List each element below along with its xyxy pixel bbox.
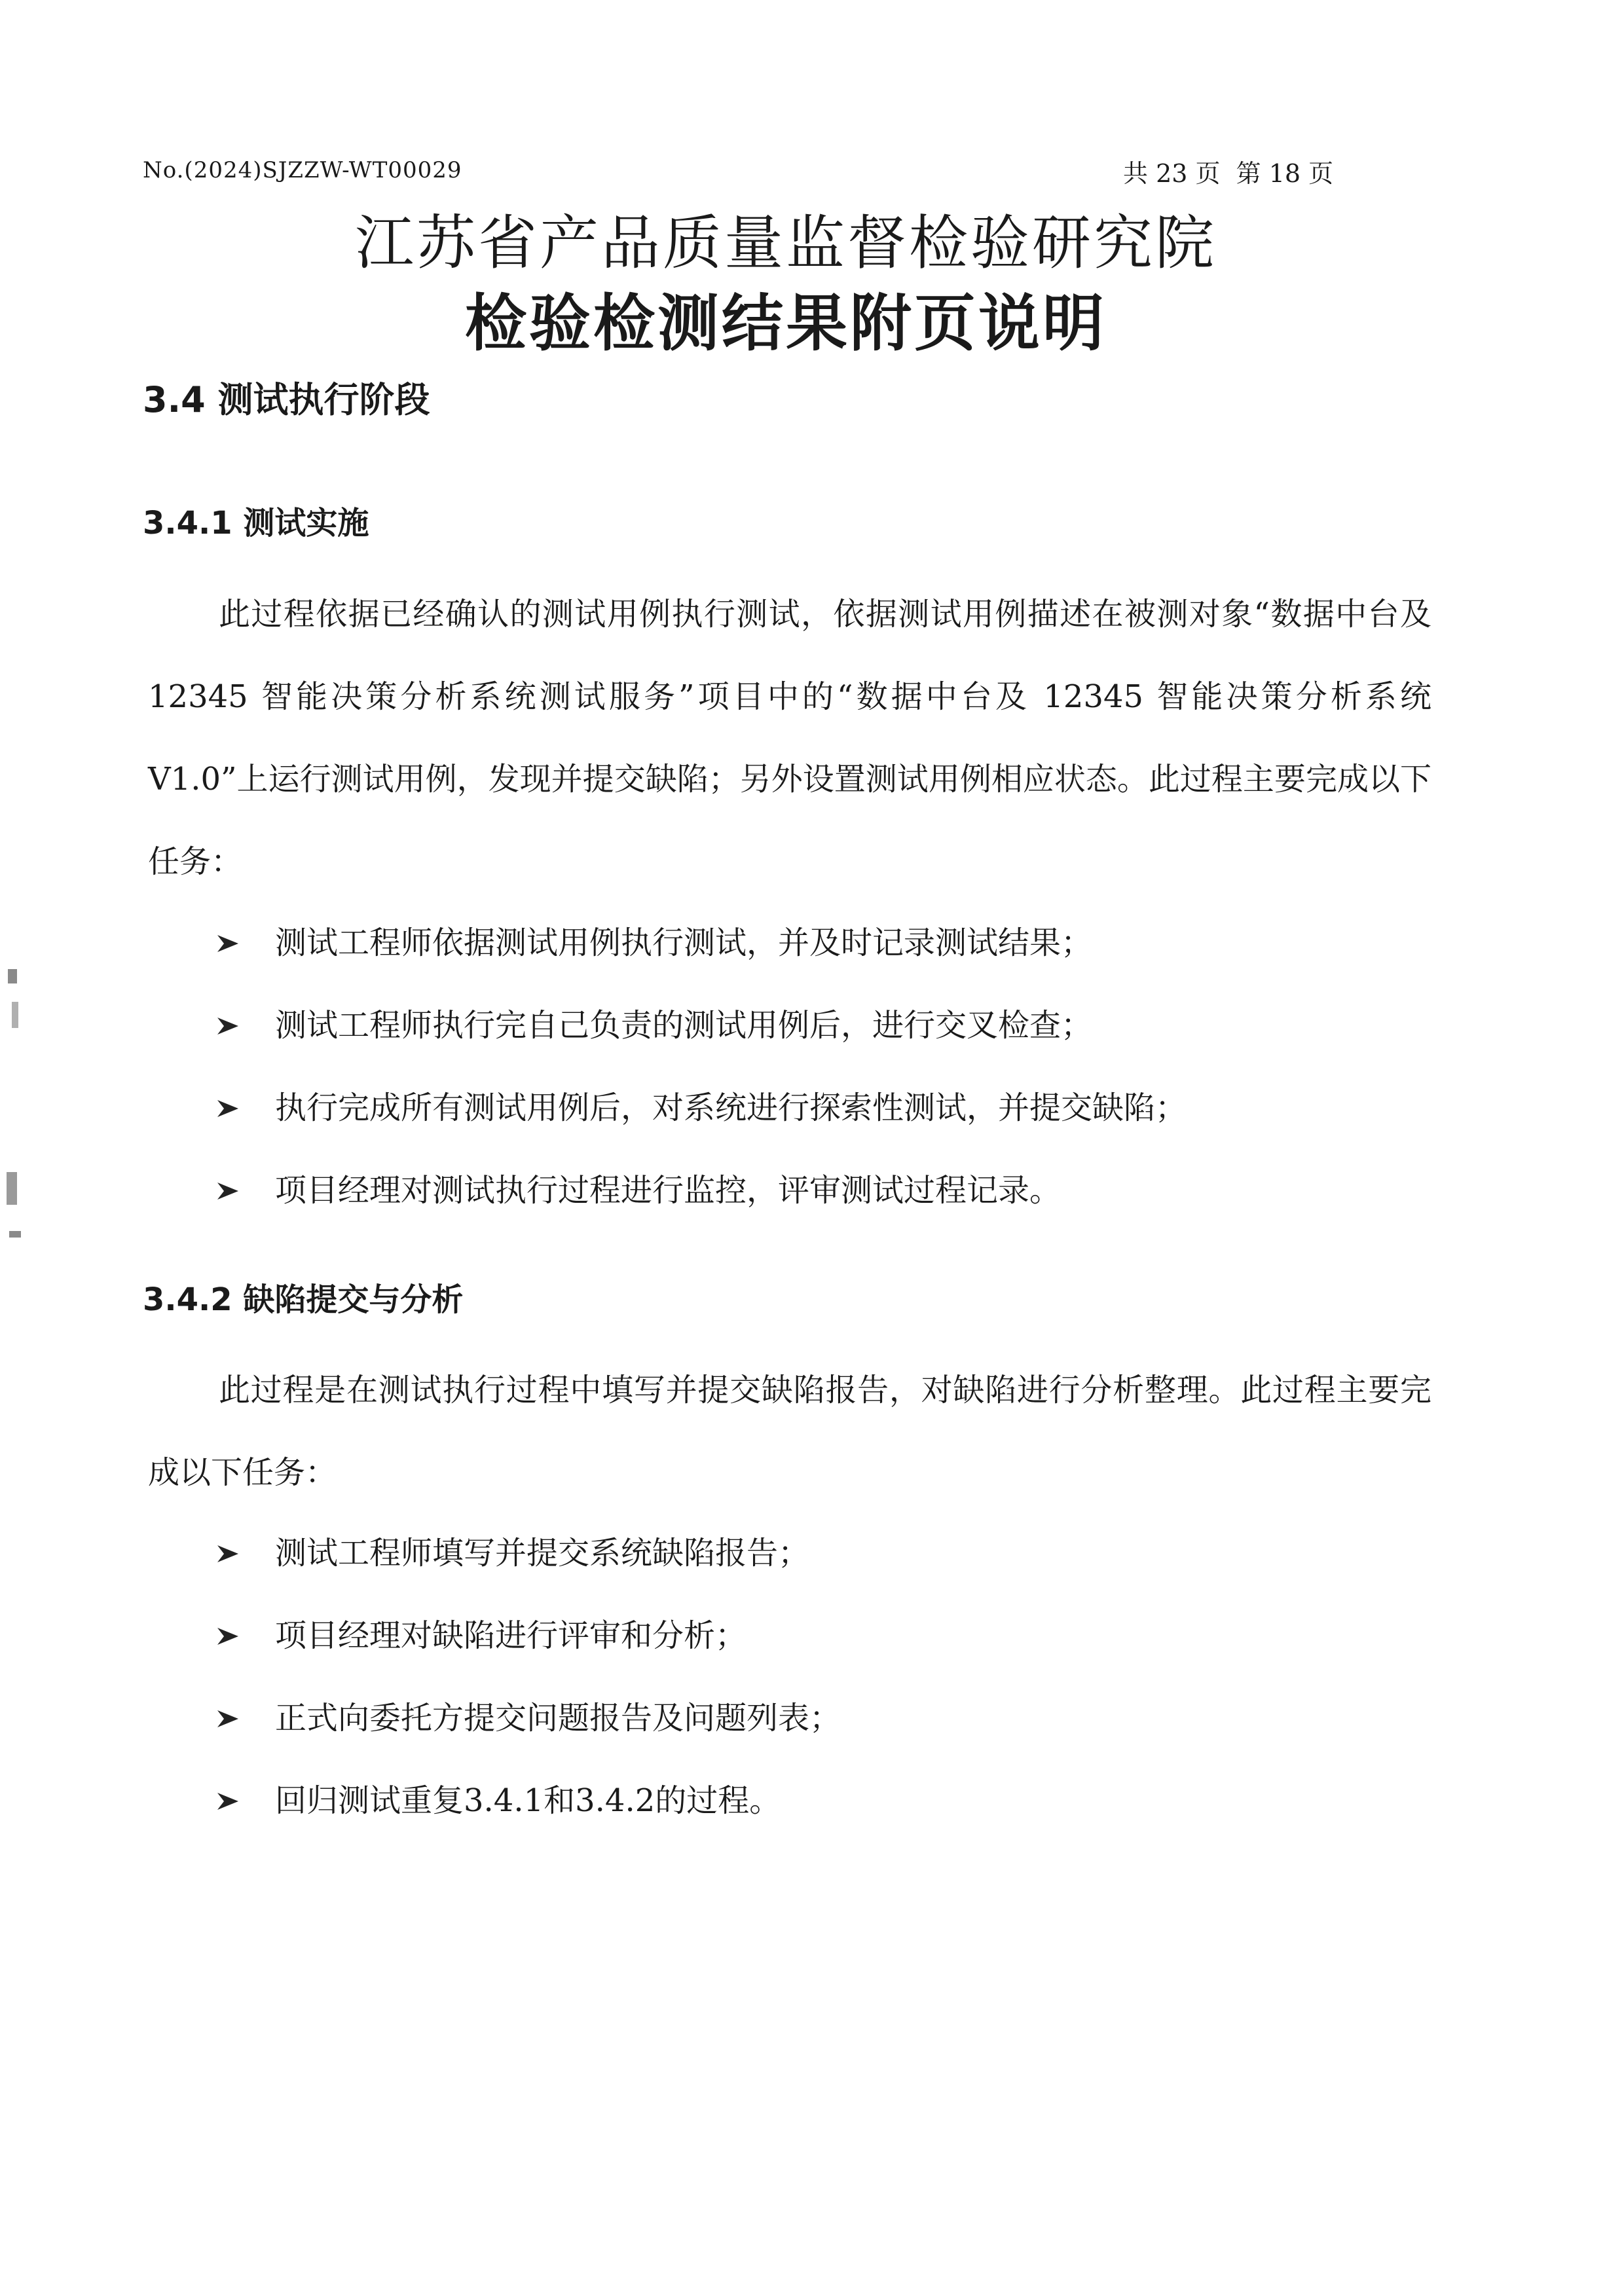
list-item-text: 执行完成所有测试用例后，对系统进行探索性测试，并提交缺陷； (275, 1090, 1187, 1126)
arrowhead-bullet-icon (216, 1709, 240, 1729)
page-counter: 共 23 页 第 18 页 (1123, 159, 1334, 188)
list-item-text: 测试工程师执行完自己负责的测试用例后，进行交叉检查； (275, 1007, 1093, 1044)
scan-margin-mark (7, 1172, 17, 1205)
list-item (216, 923, 1187, 1006)
arrowhead-bullet-icon (216, 1791, 240, 1811)
list-item (216, 1088, 1187, 1171)
scan-margin-mark (9, 1231, 21, 1238)
list-item (216, 1171, 1187, 1253)
subsection-heading-341: 3.4.1 测试实施 (143, 505, 369, 542)
subsection-341-paragraph: 此过程依据已经确认的测试用例执行测试，依据测试用例描述在被测对象“数据中台及 12345 智能决策分析系统测试服务”项目中的“数据中台及 12345 智能决策分析系统 V1.0”上运行测试用例，发现并提交缺陷；另外设置测试用例相应状态。此过程主要完成以下任务： (148, 596, 1431, 880)
report-number: No.(2024)SJZZW-WT00029 (143, 157, 462, 183)
arrowhead-bullet-icon (216, 1099, 240, 1118)
arrowhead-bullet-icon (216, 1626, 240, 1646)
section-heading: 3.4 测试执行阶段 (143, 379, 430, 420)
subsection-342-paragraph: 此过程是在测试执行过程中填写并提交缺陷报告，对缺陷进行分析整理。此过程主要完成以下任务： (148, 1372, 1431, 1491)
list-item-text: 正式向委托方提交问题报告及问题列表； (275, 1700, 841, 1736)
list-item-text: 测试工程师填写并提交系统缺陷报告； (275, 1535, 810, 1571)
list-item (216, 1616, 841, 1698)
arrowhead-bullet-icon (216, 934, 240, 953)
arrowhead-bullet-icon (216, 1181, 240, 1201)
list-item-text: 项目经理对缺陷进行评审和分析； (275, 1617, 747, 1654)
list-item (216, 1533, 841, 1616)
subsection-342-task-list (216, 1533, 841, 1864)
arrowhead-bullet-icon (216, 1544, 240, 1564)
subsection-341-task-list (216, 923, 1187, 1253)
scan-margin-mark (8, 969, 17, 983)
list-item (216, 1781, 841, 1864)
list-item-text: 回归测试重复3.4.1和3.4.2的过程。 (275, 1782, 781, 1819)
arrowhead-bullet-icon (216, 1016, 240, 1036)
page-subtitle: 检验检测结果附页说明 (464, 288, 1107, 359)
scan-margin-mark (12, 1002, 18, 1028)
list-item (216, 1698, 841, 1781)
institute-title: 江苏省产品质量监督检验研究院 (355, 209, 1217, 278)
list-item-text: 测试工程师依据测试用例执行测试，并及时记录测试结果； (275, 925, 1093, 961)
subsection-heading-342: 3.4.2 缺陷提交与分析 (143, 1281, 464, 1318)
list-item-text: 项目经理对测试执行过程进行监控，评审测试过程记录。 (275, 1172, 1061, 1209)
list-item (216, 1006, 1187, 1088)
